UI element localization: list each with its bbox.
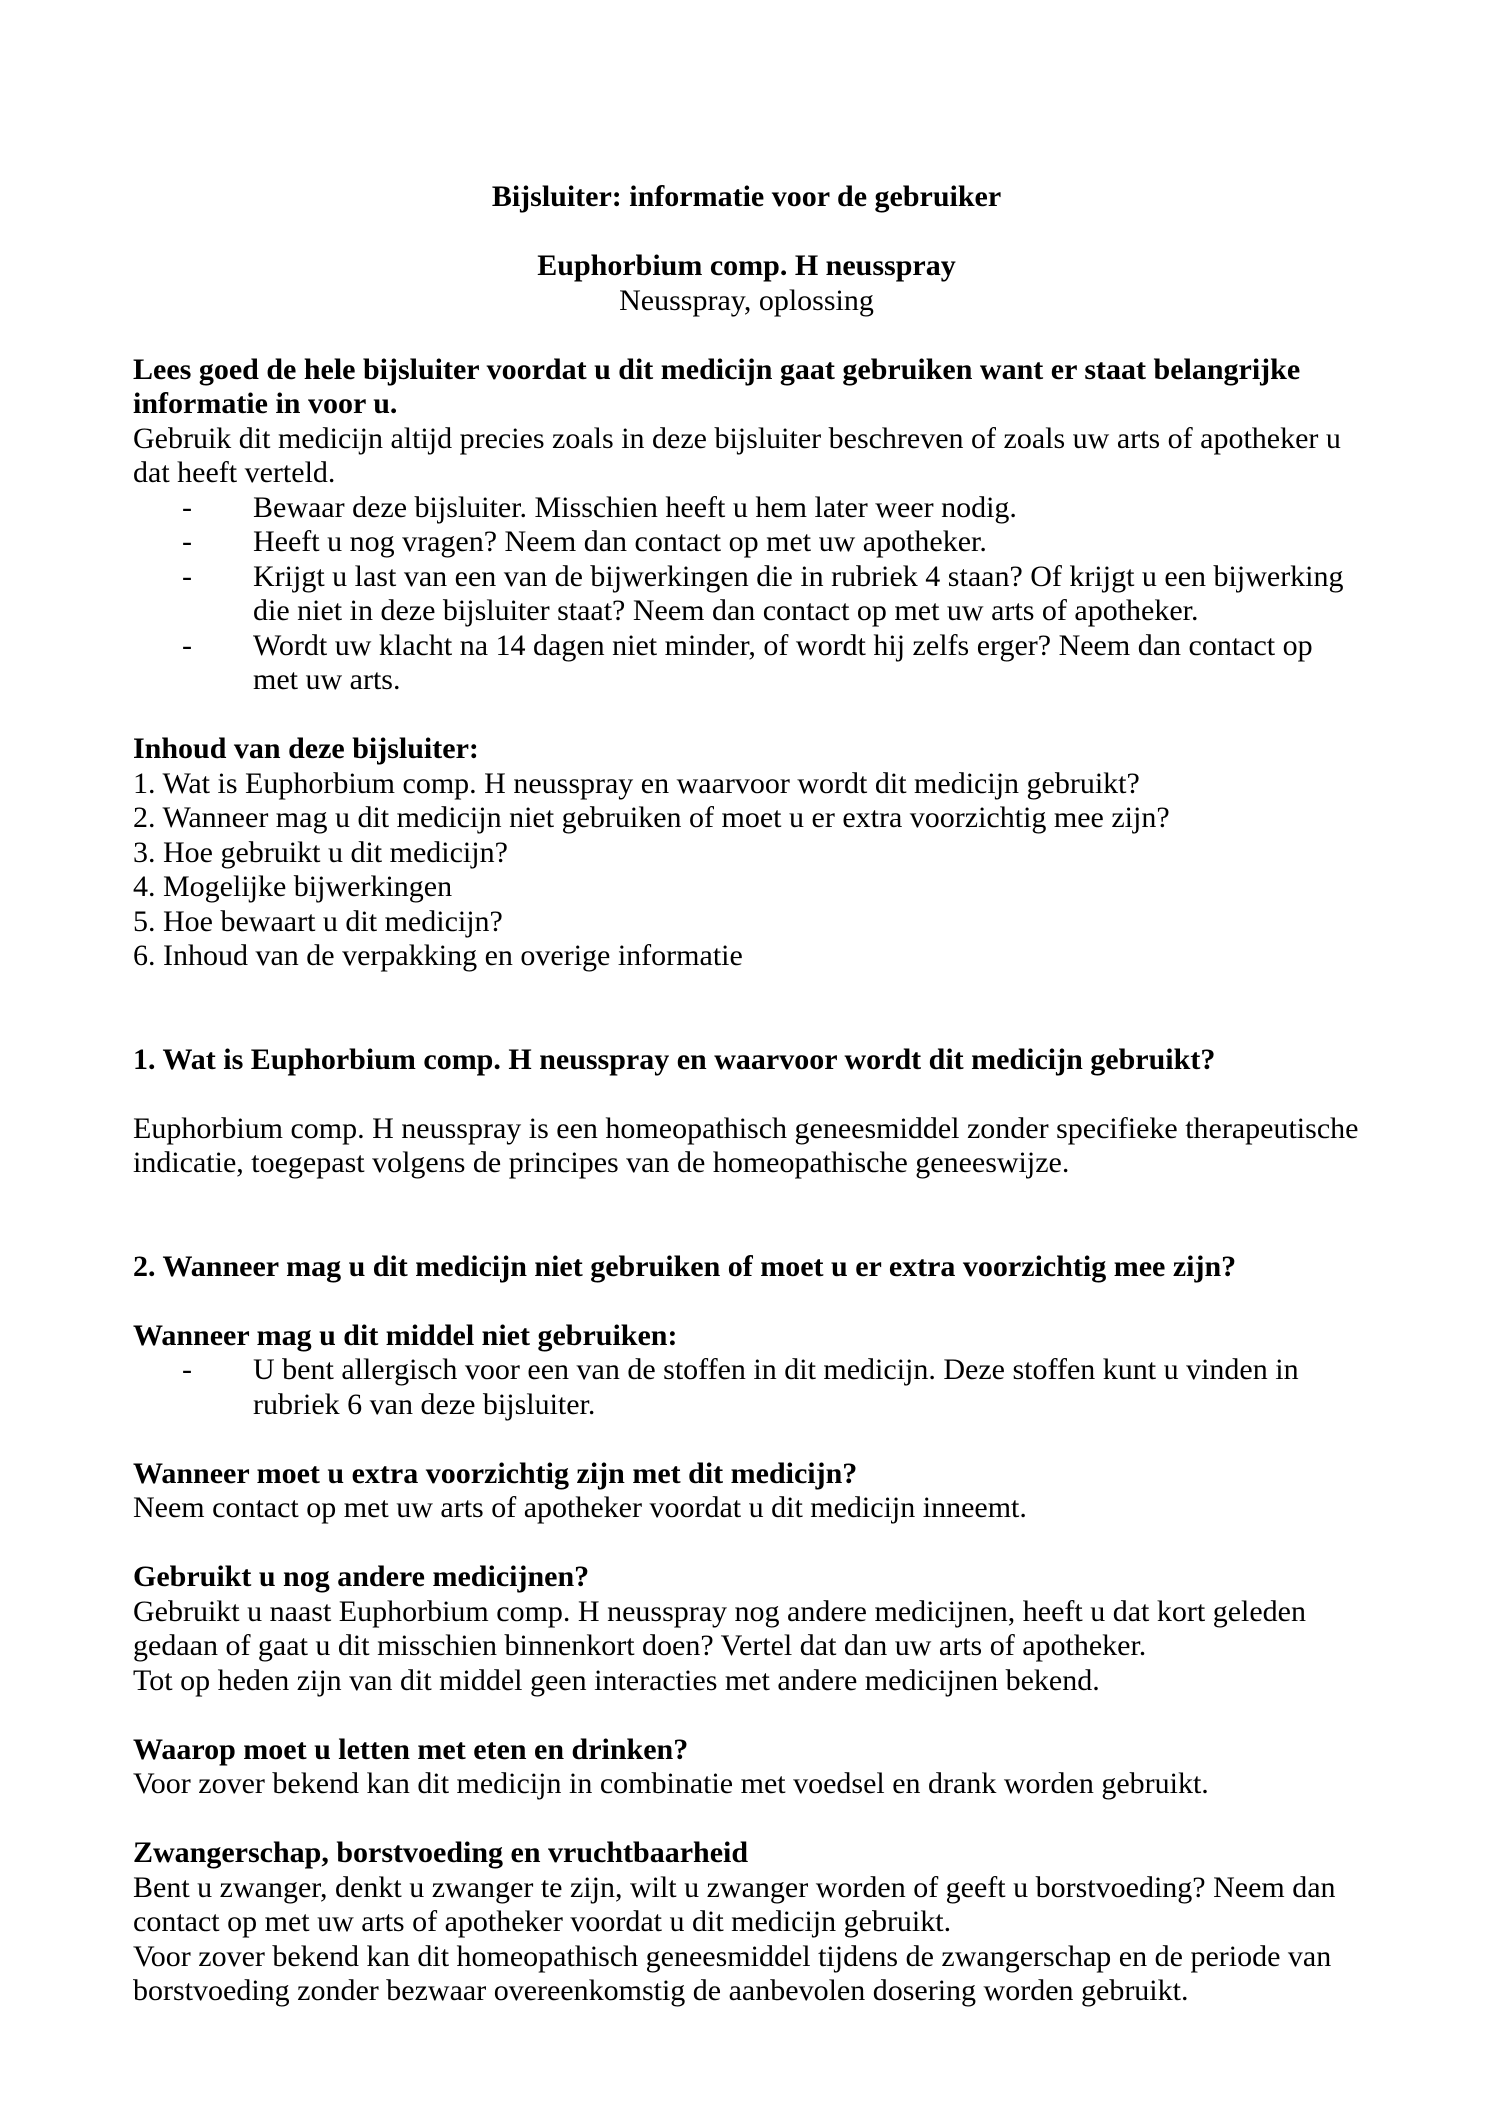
table-of-contents xyxy=(133,732,1360,974)
intro-bullet-text: Heeft u nog vragen? Neem dan contact op met uw apotheker. xyxy=(253,525,987,558)
contraindications-bullet-text: U bent allergisch voor een van de stoffen in dit medicijn. Deze stoffen kunt u vinden in rubriek 6 van deze bijsluiter. xyxy=(253,1353,1299,1421)
intro-block xyxy=(133,353,1360,698)
section-2-heading: 2. Wanneer mag u dit medicijn niet gebruiken of moet u er extra voorzichtig mee zijn? xyxy=(133,1249,1237,1283)
other-medicines-body-2: Tot op heden zijn van dit middel geen interacties met andere medicijnen bekend. xyxy=(133,1663,1100,1697)
warnings-heading: Wanneer moet u extra voorzichtig zijn met dit medicijn? xyxy=(133,1456,858,1490)
subsection-warnings xyxy=(133,1457,1360,1526)
pregnancy-heading: Zwangerschap, borstvoeding en vruchtbaarheid xyxy=(133,1836,749,1869)
intro-bullet-text: Bewaar deze bijsluiter. Misschien heeft u hem later weer nodig. xyxy=(253,490,1017,524)
toc-item: 6. Inhoud van de verpakking en overige informatie xyxy=(133,939,743,972)
contraindications-bullet-item xyxy=(133,1353,1360,1422)
intro-bullet-item xyxy=(133,560,1360,629)
bullet-dash: - xyxy=(182,559,192,593)
bullet-dash: - xyxy=(182,1353,192,1386)
intro-bullet-text: Krijgt u last van een van de bijwerkingen die in rubriek 4 staan? Of krijgt u een bijwerking die niet in deze bijsluiter staat? Neem dan contact op met uw arts of apotheker. xyxy=(253,559,1344,627)
toc-item: 4. Mogelijke bijwerkingen xyxy=(133,870,453,903)
section-1-body: Euphorbium comp. H neusspray is een homeopathisch geneesmiddel zonder specifieke therapeutische indicatie, toegepast volgens de principes van de homeopathische geneeswijze. xyxy=(133,1111,1359,1179)
intro-bullet-text: Wordt uw klacht na 14 dagen niet minder, of wordt hij zelfs erger? Neem dan contact op met uw arts. xyxy=(253,628,1313,696)
intro-bullet-item xyxy=(133,525,1360,560)
contraindications-heading: Wanneer mag u dit middel niet gebruiken: xyxy=(133,1318,678,1352)
pregnancy-body-1: Bent u zwanger, denkt u zwanger te zijn, wilt u zwanger worden of geeft u borstvoeding? Neem dan contact op met uw arts of apotheker voordat u dit medicijn gebruikt. xyxy=(133,1870,1336,1938)
intro-heading: Lees goed de hele bijsluiter voordat u dit medicijn gaat gebruiken want er staat belangrijke informatie in voor u. xyxy=(133,352,1301,420)
other-medicines-heading: Gebruikt u nog andere medicijnen? xyxy=(133,1560,590,1593)
document-title: Bijsluiter: informatie voor de gebruiker xyxy=(491,180,1002,213)
section-2 xyxy=(133,1250,1360,2009)
section-1-heading: 1. Wat is Euphorbium comp. H neusspray en waarvoor wordt dit medicijn gebruikt? xyxy=(133,1042,1216,1076)
subsection-pregnancy xyxy=(133,1836,1360,2009)
section-1 xyxy=(133,1043,1360,1181)
bullet-dash: - xyxy=(182,525,192,558)
other-medicines-body-1: Gebruikt u naast Euphorbium comp. H neusspray nog andere medicijnen, heeft u dat kort geleden gedaan of gaat u dit misschien binnenkort doen? Vertel dat dan uw arts of apotheker. xyxy=(133,1594,1306,1662)
product-name: Euphorbium comp. H neusspray xyxy=(537,249,956,282)
subsection-other-medicines xyxy=(133,1560,1360,1698)
warnings-body: Neem contact op met uw arts of apotheker voordat u dit medicijn inneemt. xyxy=(133,1491,1027,1524)
subsection-contraindications xyxy=(133,1319,1360,1423)
toc-item: 5. Hoe bewaart u dit medicijn? xyxy=(133,904,503,938)
toc-item: 2. Wanneer mag u dit medicijn niet gebruiken of moet u er extra voorzichtig mee zijn? xyxy=(133,801,1170,834)
toc-item: 3. Hoe gebruikt u dit medicijn? xyxy=(133,835,508,869)
bullet-dash: - xyxy=(182,490,192,524)
intro-bullet-item xyxy=(133,491,1360,526)
document-header xyxy=(133,180,1360,318)
food-drink-heading: Waarop moet u letten met eten en drinken? xyxy=(133,1732,689,1766)
toc-item: 1. Wat is Euphorbium comp. H neusspray en waarvoor wordt dit medicijn gebruikt? xyxy=(133,766,1140,800)
intro-body: Gebruik dit medicijn altijd precies zoals in deze bijsluiter beschreven of zoals uw arts of apotheker u dat heeft verteld. xyxy=(133,421,1341,489)
intro-bullet-item xyxy=(133,629,1360,698)
product-form: Neusspray, oplossing xyxy=(619,283,874,317)
food-drink-body: Voor zover bekend kan dit medicijn in combinatie met voedsel en drank worden gebruikt. xyxy=(133,1767,1209,1800)
toc-heading: Inhoud van deze bijsluiter: xyxy=(133,732,479,765)
pregnancy-body-2: Voor zover bekend kan dit homeopathisch geneesmiddel tijdens de zwangerschap en de periode van borstvoeding zonder bezwaar overeenkomstig de aanbevolen dosering worden gebruikt. xyxy=(133,1939,1332,2007)
subsection-food-drink xyxy=(133,1733,1360,1802)
bullet-dash: - xyxy=(182,628,192,662)
